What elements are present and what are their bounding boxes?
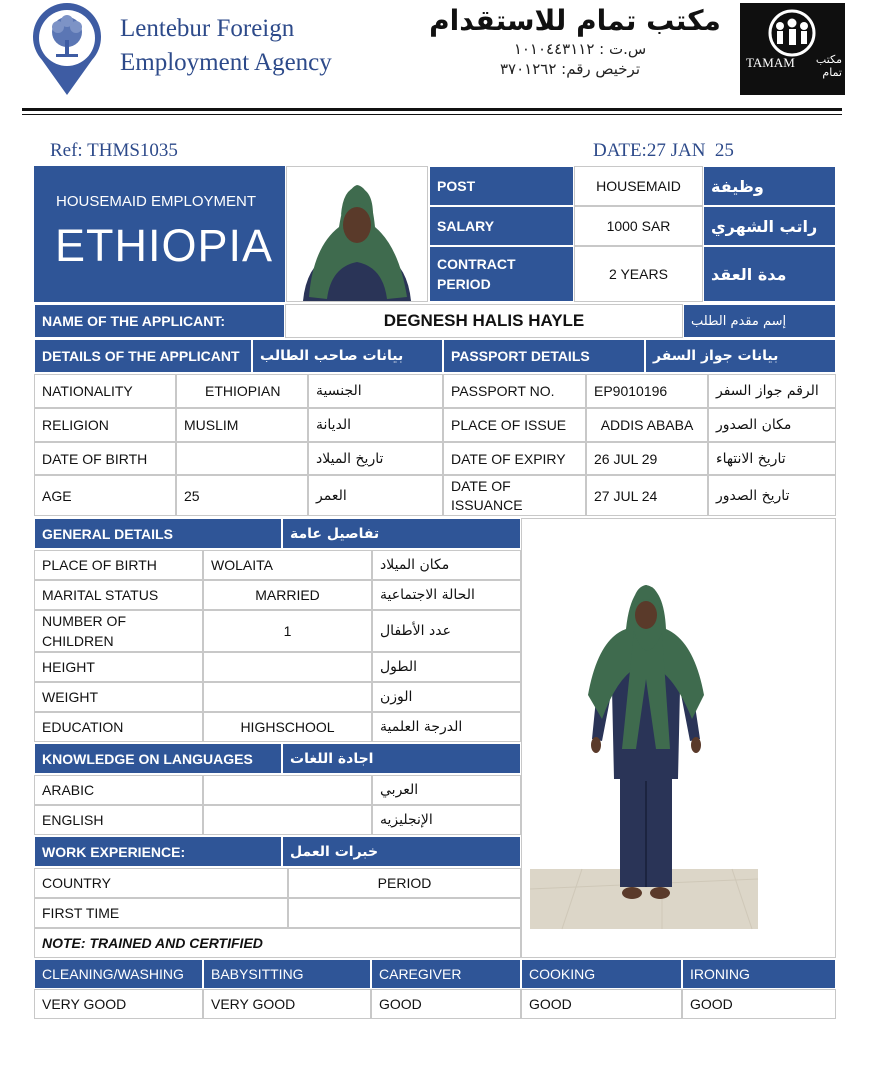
language-english-arabic: الإنجليزيه <box>372 805 521 835</box>
date-of-issuance-label: DATE OF ISSUANCE <box>443 475 586 516</box>
number-of-children-value: 1 <box>203 610 372 652</box>
date-of-birth-value <box>176 442 308 475</box>
contract-period-arabic: مدة العقد <box>703 246 836 302</box>
passport-number-value: EP9010196 <box>586 374 708 408</box>
skill-caregiver-label: CAREGIVER <box>371 959 521 989</box>
marital-status-value: MARRIED <box>203 580 372 610</box>
agency-name-line1: Lentebur Foreign <box>120 15 295 42</box>
date-of-expiry-label: DATE OF EXPIRY <box>443 442 586 475</box>
education-arabic: الدرجة العلمية <box>372 712 521 742</box>
religion-arabic: الديانة <box>308 408 443 442</box>
salary-label: SALARY <box>429 206 574 246</box>
applicant-details-header: DETAILS OF THE APPLICANT <box>34 339 252 373</box>
work-first-time-period <box>288 898 521 928</box>
religion-value: MUSLIM <box>176 408 308 442</box>
passport-details-header-arabic: بيانات جواز السفر <box>645 339 836 373</box>
place-of-issue-label: PLACE OF ISSUE <box>443 408 586 442</box>
height-value <box>203 652 372 682</box>
date-of-birth-label: DATE OF BIRTH <box>34 442 176 475</box>
age-value: 25 <box>176 475 308 516</box>
trained-note: NOTE: TRAINED AND CERTIFIED <box>34 928 521 958</box>
header-divider-thick <box>22 108 842 111</box>
agency-logo <box>30 2 104 96</box>
document-date: DATE:27 JAN 25 <box>593 140 734 161</box>
date-of-expiry-arabic: تاريخ الانتهاء <box>708 442 836 475</box>
language-english-label: ENGLISH <box>34 805 203 835</box>
nationality-arabic: الجنسية <box>308 374 443 408</box>
number-of-children-arabic: عدد الأطفال <box>372 610 521 652</box>
languages-header-arabic: اجادة اللغات <box>282 743 521 774</box>
arabic-office-name: مكتب تمام للاستقدام <box>429 4 721 37</box>
applicant-name-arabic: إسم مقدم الطلب <box>683 304 836 338</box>
header-divider-thin <box>22 114 842 115</box>
religion-label: RELIGION <box>34 408 176 442</box>
applicant-portrait-photo <box>286 166 428 302</box>
agency-name-line2: Employment Agency <box>120 49 332 76</box>
place-of-issue-value: ADDIS ABABA <box>586 408 708 442</box>
date-of-birth-arabic: تاريخ الميلاد <box>308 442 443 475</box>
height-label: HEIGHT <box>34 652 203 682</box>
education-label: EDUCATION <box>34 712 203 742</box>
weight-arabic: الوزن <box>372 682 521 712</box>
arabic-cr-number: س.ت : ١٠١٠٤٤٣١١٢ <box>513 40 647 58</box>
marital-status-arabic: الحالة الاجتماعية <box>372 580 521 610</box>
nationality-value: ETHIOPIAN <box>176 374 308 408</box>
banner-box <box>34 166 285 302</box>
work-country-label: COUNTRY <box>34 868 288 898</box>
skill-ironing-label: IRONING <box>682 959 836 989</box>
agency-name <box>120 12 400 80</box>
salary-value: 1000 SAR <box>574 206 703 246</box>
place-of-issue-arabic: مكان الصدور <box>708 408 836 442</box>
place-of-birth-value: WOLAITA <box>203 550 372 580</box>
nationality-label: NATIONALITY <box>34 374 176 408</box>
post-value: HOUSEMAID <box>574 166 703 206</box>
language-arabic-value <box>203 775 372 805</box>
applicant-full-body-photo <box>521 518 836 958</box>
post-arabic: وظيفة <box>703 166 836 206</box>
tamam-logo <box>740 3 845 95</box>
reference-number: Ref: THMS1035 <box>50 140 178 161</box>
skill-cooking-label: COOKING <box>521 959 682 989</box>
language-english-value <box>203 805 372 835</box>
weight-label: WEIGHT <box>34 682 203 712</box>
skill-cooking-value: GOOD <box>521 989 682 1019</box>
work-period-label: PERIOD <box>288 868 521 898</box>
tamam-logo-arabic: مكتب تمام <box>815 53 842 79</box>
age-label: AGE <box>34 475 176 516</box>
skill-cleaning-value: VERY GOOD <box>34 989 203 1019</box>
language-arabic-label: ARABIC <box>34 775 203 805</box>
tamam-logo-text: TAMAM <box>746 55 795 70</box>
place-of-birth-arabic: مكان الميلاد <box>372 550 521 580</box>
passport-details-header: PASSPORT DETAILS <box>443 339 645 373</box>
general-details-header: GENERAL DETAILS <box>34 518 282 549</box>
number-of-children-label: NUMBER OF CHILDREN <box>34 610 203 652</box>
languages-header: KNOWLEDGE ON LANGUAGES <box>34 743 282 774</box>
age-arabic: العمر <box>308 475 443 516</box>
language-arabic-arabic: العربي <box>372 775 521 805</box>
skill-caregiver-value: GOOD <box>371 989 521 1019</box>
passport-number-label: PASSPORT NO. <box>443 374 586 408</box>
date-of-expiry-value: 26 JUL 29 <box>586 442 708 475</box>
date-of-issuance-arabic: تاريخ الصدور <box>708 475 836 516</box>
banner-country: ETHIOPIA <box>55 220 274 271</box>
passport-number-arabic: الرقم جواز السفر <box>708 374 836 408</box>
applicant-details-header-arabic: بيانات صاحب الطالب <box>252 339 443 373</box>
skill-babysitting-label: BABYSITTING <box>203 959 371 989</box>
work-experience-header-arabic: خبرات العمل <box>282 836 521 867</box>
salary-arabic: راتب الشهري <box>703 206 836 246</box>
contract-period-label: CONTRACT PERIOD <box>429 246 574 302</box>
marital-status-label: MARITAL STATUS <box>34 580 203 610</box>
arabic-license-number: ترخيص رقم: ٣٧٠١٢٦٢ <box>499 60 641 78</box>
education-value: HIGHSCHOOL <box>203 712 372 742</box>
post-label: POST <box>429 166 574 206</box>
applicant-name-label: NAME OF THE APPLICANT: <box>34 304 285 338</box>
contract-period-value: 2 YEARS <box>574 246 703 302</box>
place-of-birth-label: PLACE OF BIRTH <box>34 550 203 580</box>
weight-value <box>203 682 372 712</box>
work-experience-header: WORK EXPERIENCE: <box>34 836 282 867</box>
general-details-header-arabic: تفاصيل عامة <box>282 518 521 549</box>
applicant-name: DEGNESH HALIS HAYLE <box>285 304 683 338</box>
height-arabic: الطول <box>372 652 521 682</box>
banner-subtitle: HOUSEMAID EMPLOYMENT <box>56 193 257 210</box>
skill-babysitting-value: VERY GOOD <box>203 989 371 1019</box>
date-of-issuance-value: 27 JUL 24 <box>586 475 708 516</box>
skill-ironing-value: GOOD <box>682 989 836 1019</box>
skill-cleaning-label: CLEANING/WASHING <box>34 959 203 989</box>
work-first-time: FIRST TIME <box>34 898 288 928</box>
